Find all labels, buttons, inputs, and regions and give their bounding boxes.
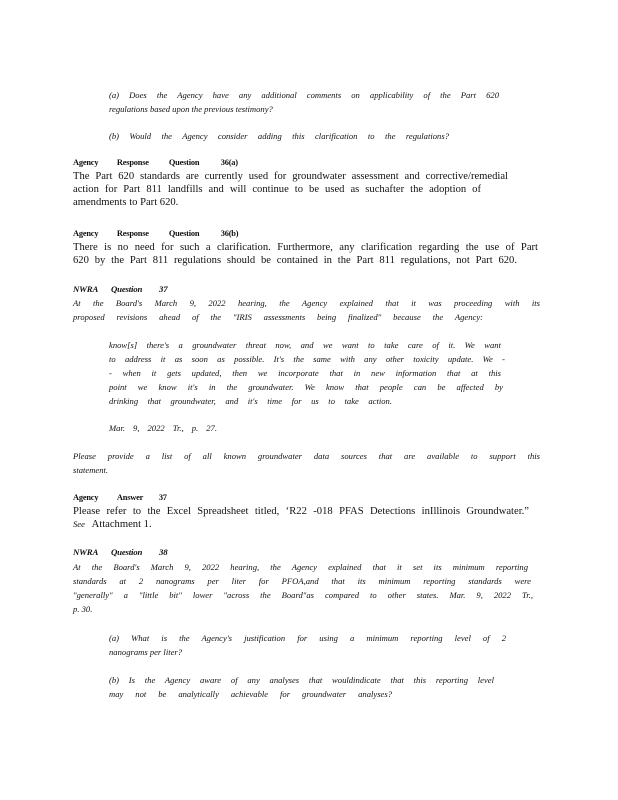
question-38a (109, 631, 506, 645)
heading-word: Response (116, 158, 149, 167)
text-line: p. 30. (73, 604, 93, 614)
text-line: 620 by the Part 811 regulations should be contained in the Part 811 regulations, not Part 620. (73, 255, 517, 266)
quote-block-end (109, 394, 392, 408)
response-36a-heading (73, 157, 238, 169)
quote-line: drinking that groundwater, and it's time for us to take action. (109, 396, 392, 406)
quote-citation (109, 421, 217, 435)
quote-line: point we know it's in the groundwater. We know that people can be affected by (109, 382, 503, 392)
question-37-intro-cont (73, 310, 483, 324)
answer-37-heading (73, 492, 167, 504)
question-37-request-end (73, 463, 173, 477)
text-line: regulations based upon the previous testimony? (109, 104, 273, 114)
quote-line: know[s] there's a groundwater threat now, and we want to take care of it. We want (109, 340, 501, 350)
text-line: (b) Is the Agency aware of any analyses that wouldindicate that this reporting level (109, 675, 494, 685)
quote-block (109, 338, 505, 394)
text-line: amendments to Part 620. (73, 197, 179, 208)
text-line: (a) Does the Agency have any additional comments on applicability of the Part 620 (109, 90, 499, 100)
response-36b-heading (73, 228, 238, 240)
heading-word: 36(a) (220, 158, 238, 167)
text-line: Please provide a list of all known groundwater data sources that are available to support this (73, 451, 540, 461)
answer-37-attachment (73, 518, 273, 531)
text-line: action for Part 811 landfills and will continue to be used as suchafter the adoption of (73, 184, 481, 195)
heading-word: Question (168, 229, 200, 238)
heading-word: 37 (158, 493, 167, 502)
text-line: nanograms per liter? (109, 647, 183, 657)
text-line: At the Board's March 9, 2022 hearing, the Agency explained that it set its minimum reporting (73, 562, 528, 572)
quote-line: to address it as soon as possible. It's the same with any other toxicity update. We - (109, 354, 505, 364)
heading-word: 36(b) (220, 229, 239, 238)
heading-word: NWRA (73, 284, 99, 294)
heading-word: Response (116, 229, 149, 238)
heading-word: Question (168, 158, 200, 167)
text-line: "generally" a "little bit" lower "across the Board"as compared to other states. Mar. 9, 2022 Tr., (73, 590, 533, 600)
attachment-ref: Attachment 1. (91, 519, 152, 530)
text-line: (a) What is the Agency's justification for using a minimum reporting level of 2 (109, 633, 506, 643)
text-line: (b) Would the Agency consider adding this clarification to the regulations? (109, 131, 449, 141)
citation-text: Mar. 9, 2022 Tr., p. 27. (109, 423, 217, 433)
question-37-request (73, 449, 540, 463)
heading-word: 37 (159, 284, 168, 294)
text-line: The Part 620 standards are currently used for groundwater assessment and corrective/remedial (73, 171, 508, 182)
response-36a-body (73, 170, 508, 196)
question-38-intro-end (73, 602, 113, 616)
quote-line: - when it gets updated, then we incorporate that in new information that at this (109, 368, 501, 378)
question-37-heading (73, 283, 167, 295)
text-line: Please refer to the Excel Spreadsheet titled, ‘R22 -018 PFAS Detections inIllinois Groundwater.” (73, 506, 529, 517)
text-line: standards at 2 nanograms per liter for PFOA,and that its minimum reporting standards were (73, 576, 531, 586)
answer-37-body (73, 505, 529, 518)
heading-word: Question (111, 547, 143, 557)
attachment-line (73, 518, 273, 531)
question-37-intro (73, 296, 540, 310)
heading-word: Agency (73, 493, 99, 502)
text-line: statement. (73, 465, 109, 475)
heading-word: NWRA (73, 547, 99, 557)
heading-word: 38 (159, 547, 168, 557)
text-line: At the Board's March 9, 2022 hearing, the Agency explained that it was proceeding with its (73, 298, 540, 308)
see-label: See (73, 519, 85, 529)
question-35a-cont (109, 102, 499, 116)
response-36a-body-end (73, 196, 273, 209)
text-line: may not be analytically achievable for groundwater analyses? (109, 689, 392, 699)
question-38-heading (73, 546, 167, 558)
question-38b-cont (109, 687, 392, 701)
question-38a-cont (109, 645, 309, 659)
heading-word: Agency (73, 158, 99, 167)
text-line: proposed revisions ahead of the "IRIS assessments being finalized" because the Agency: (73, 312, 483, 322)
heading-word: Question (111, 284, 143, 294)
response-36b-body (73, 241, 538, 267)
heading-word: Answer (116, 493, 144, 502)
text-line: There is no need for such a clarification. Furthermore, any clarification regarding the use of Part (73, 242, 538, 253)
question-38b (109, 673, 494, 687)
question-38-intro (73, 560, 533, 602)
question-35b (109, 129, 449, 143)
question-35a (109, 88, 499, 102)
heading-word: Agency (73, 229, 99, 238)
